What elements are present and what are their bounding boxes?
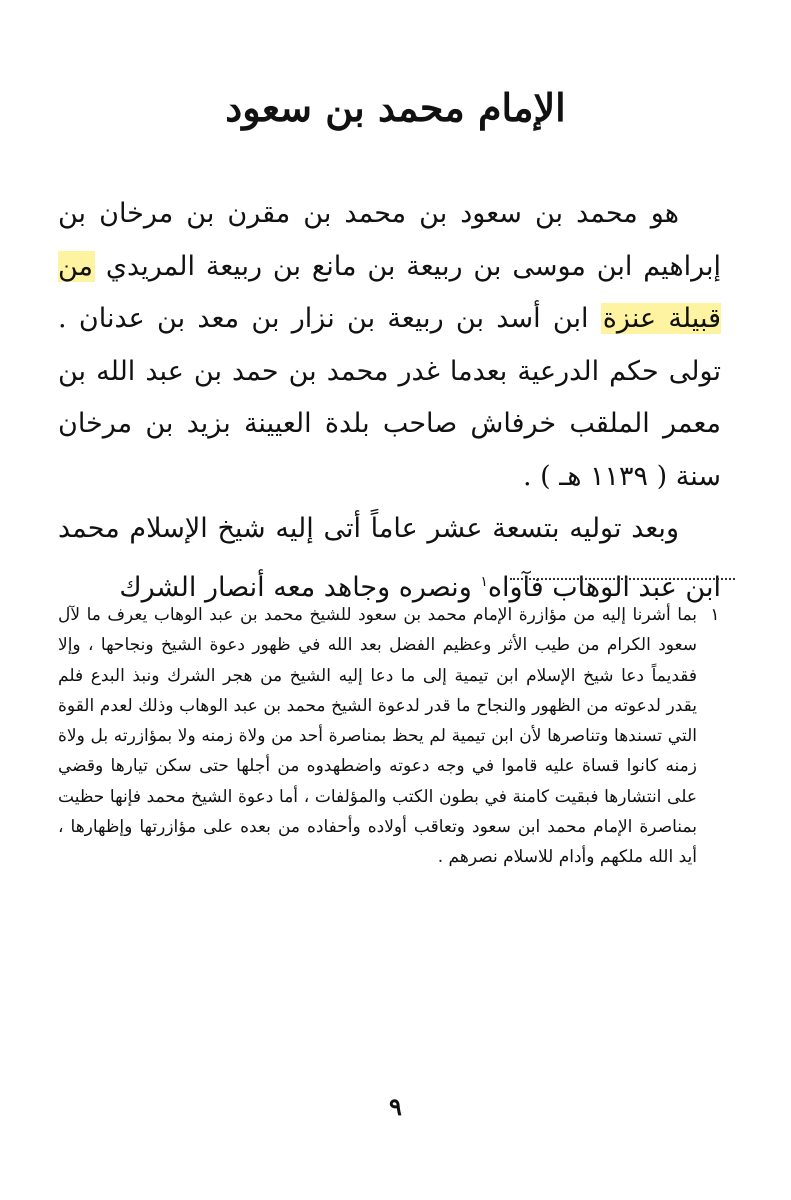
footnote-marker[interactable]: ١	[480, 573, 488, 590]
footnote-number: ١	[710, 605, 720, 625]
paragraph-2-end: ونصره وجاهد معه أنصار الشرك	[119, 571, 481, 603]
paragraph-1-start: هو محمد بن سعود بن محمد بن مقرن بن مرخان بن إبراهيم ابن موسى بن ربيعة بن مانع بن ربيعة المريدي	[58, 198, 721, 282]
footnote-text: بما أشرنا إليه من مؤازرة الإمام محمد بن سعود للشيخ محمد بن عبد الوهاب يعرف ما لآل سعود الكرام من طيب الأثر وعظيم الفضل بعد الله في ظهور دعوة الشيخ ونجاحها ، وإلا فقديماً دعا شيخ الإسلام ابن تيمية إلى ما دعا إليه الشيخ من هجر الشرك ونبذ البدع فلم يقدر لدعوته من الظهور والنجاح ما قدر لدعوة الشيخ محمد بن عبد الوهاب وذلك لعدم القوة التي تسندها وتناصرها لأن ابن تيمية لم يحظ بمناصرة أحد من ولاة زمنه ولا بمؤازرته بل ولاة زمنه كانوا قساة عليه قاموا في وجه دعوته واضطهدوه من أجلها حتى سكن تيارها وقضي على انتشارها فبقيت كامنة في بطون الكتب والمؤلفات ، أما دعوة الشيخ محمد فإنها حظيت بمناصرة الإمام محمد ابن سعود وتعاقب أولاده وأحفاده من بعده على مؤازرتها وإظهارها ، أيد الله ملكهم وأدام للاسلام نصرهم .	[58, 605, 697, 868]
main-text	[58, 188, 721, 614]
page-title: الإمام محمد بن سعود	[225, 85, 566, 130]
paragraph-1	[58, 188, 721, 503]
paragraph-1-end: ابن أسد بن ربيعة بن نزار بن معد بن عدنان . تولى حكم الدرعية بعدما غدر محمد بن حمد بن عبد الله بن معمر الملقب خرفاش صاحب بلدة العيينة بزيد بن مرخان سنة ( ١١٣٩ هـ ) .	[58, 303, 721, 492]
footnote	[58, 600, 733, 873]
footnote-divider	[510, 578, 735, 580]
paragraph-2	[58, 503, 721, 614]
page-number: ٩	[389, 1092, 402, 1121]
paragraph-2-start: وبعد توليه بتسعة عشر عاماً أتى إليه شيخ الإسلام محمد ابن عبد الوهاب فآواه	[58, 513, 721, 603]
highlighted-phrase: من قبيلة عنزة	[58, 250, 722, 334]
